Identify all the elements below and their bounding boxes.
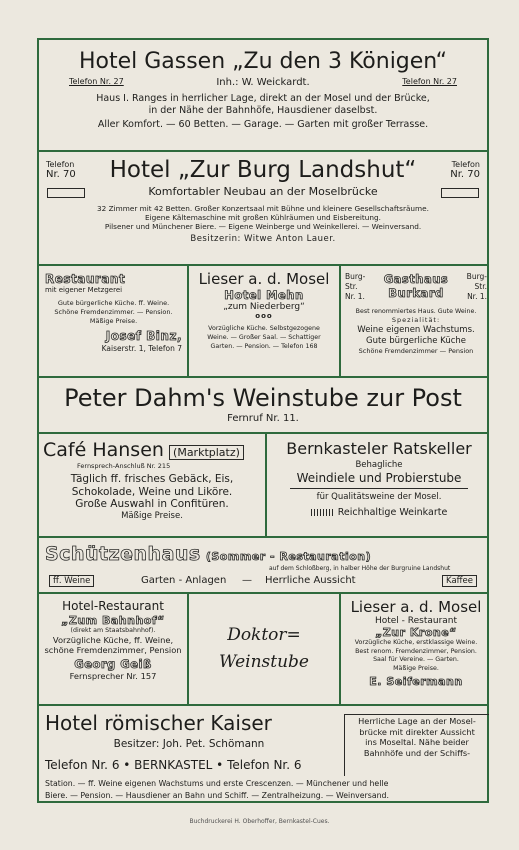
hansen-title: Café Hansen (43, 439, 164, 461)
ad-restaurant-binz (39, 266, 187, 376)
burg-line1: 32 Zimmer mit 42 Betten. Großer Konzertsaal mit Bühne und kleinere Gesellschaftsräume. (97, 204, 429, 213)
burg-tel-label-left: Telefon (46, 160, 75, 169)
geiss-phone: Fernsprecher Nr. 157 (69, 671, 157, 681)
burkard-right3: Nr. 1. (467, 292, 487, 301)
ad-hotel-gassen (39, 40, 487, 152)
ad-schuetzenhaus (39, 538, 487, 594)
burkard-right1: Burg- (466, 272, 487, 281)
kaiser-line1: Station. — ff. Weine eigenen Wachstums und erste Crescenzen. — Münchener und helle (45, 779, 389, 788)
burkard-left1: Burg- (345, 272, 366, 281)
mehn-sub: „zum Niederberg“ (223, 302, 305, 312)
burg-tel-nr-right: Nr. 70 (450, 169, 480, 180)
divider (290, 488, 468, 489)
row-hansen-ratskeller (39, 434, 487, 538)
printer-credit: Buchdruckerei H. Oberhoffer, Bernkastel-Cues. (189, 818, 330, 825)
advertisement-page (37, 38, 489, 803)
krone-line2: Best renom. Fremdenzimmer, Pension. (355, 647, 477, 655)
burg-subtitle: Komfortabler Neubau an der Moselbrücke (148, 185, 378, 198)
kaiser-title: Hotel römischer Kaiser (45, 711, 272, 735)
ad-hotel-mehn (189, 266, 339, 376)
binz-line2: Schöne Fremdenzimmer. — Pension. (54, 308, 173, 316)
binz-name: Josef Binz, (105, 329, 182, 343)
burg-title: Hotel „Zur Burg Landshut“ (109, 157, 417, 183)
schuetzen-location: auf dem Schloßberg, in halber Höhe der Burgruine Landshut (269, 565, 451, 572)
krone-line3: Saal für Vereine. — Garten. (373, 656, 459, 663)
krone-line4: Mäßige Preise. (393, 664, 439, 672)
ratskeller-line2: Reichhaltige Weinkarte (337, 507, 448, 518)
burkard-line4: Gute bürgerliche Küche (365, 336, 467, 346)
gassen-title: Hotel Gassen „Zu den 3 Königen“ (78, 49, 448, 74)
ad-peter-dahm (39, 378, 487, 434)
schuetzen-mid2: Herrliche Aussicht (265, 575, 356, 586)
binz-line1: Gute bürgerliche Küche. ff. Weine. (57, 299, 170, 307)
ratskeller-line1: für Qualitätsweine der Mosel. (316, 492, 442, 502)
burkard-line3: Weine eigenen Wachstums. (357, 325, 475, 335)
ratskeller-sub2: Weindiele und Probierstube (296, 471, 462, 485)
krone-sub: Hotel - Restaurant (374, 616, 458, 626)
ad-gasthaus-burkard (341, 266, 491, 376)
schuetzen-title: Schützenhaus (45, 543, 201, 565)
hansen-phone: Fernsprech-Anschluß Nr. 215 (77, 462, 171, 470)
ad-zur-krone (341, 594, 491, 704)
mehn-line3: Garten. — Pension. — Telefon 168 (210, 343, 318, 350)
gassen-tel-right: Telefon Nr. 27 (402, 77, 457, 86)
burg-line2: Eigene Kältemaschine mit großen Kühlräumen und Eisbereitung. (145, 213, 381, 222)
burkard-right2: Str. (474, 282, 487, 291)
schuetzen-mid1: Garten - Anlagen (141, 575, 227, 586)
gassen-line1: Haus I. Ranges in herrlicher Lage, direkt an der Mosel und der Brücke, (96, 93, 430, 104)
hansen-line1: Täglich ff. frisches Gebäck, Eis, (70, 473, 234, 485)
kaiser-side1: Herrliche Lage an der Mosel- (358, 716, 476, 726)
dahm-phone: Fernruf Nr. 11. (227, 413, 299, 424)
row-three-ads (39, 266, 487, 378)
binz-sub: mit eigener Metzgerei (45, 286, 123, 294)
binz-line3: Mäßige Preise. (89, 317, 138, 325)
burkard-line5: Schöne Fremdenzimmer — Pension (358, 347, 474, 355)
kaiser-side3: ins Moseltal. Nähe beider (365, 737, 469, 747)
krone-title: Lieser a. d. Mosel (350, 598, 482, 616)
geiss-sub: (direkt am Staatsbahnhof). (70, 627, 156, 634)
binz-address: Kaiserstr. 1, Telefon 7 (101, 344, 182, 353)
burkard-left3: Nr. 1. (345, 292, 365, 301)
geiss-owner: Georg Geiß (74, 657, 152, 671)
gassen-line2: in der Nähe der Bahnhöfe, Hausdiener daselbst. (148, 105, 378, 116)
mehn-name: Hotel Mehn (224, 288, 304, 302)
gassen-owner: Inh.: W. Weickardt. (216, 77, 310, 88)
ad-cafe-hansen (39, 434, 265, 536)
geiss-name: „Zum Bahnhof“ (61, 614, 165, 627)
geiss-title: Hotel-Restaurant (62, 599, 164, 613)
doktor-line2: Weinstube (219, 652, 309, 672)
burg-owner: Besitzerin: Witwe Anton Lauer. (190, 234, 336, 244)
decorative-bar-right (441, 188, 479, 198)
hansen-line3: Große Auswahl in Confitüren. (75, 498, 229, 510)
mehn-title: Lieser a. d. Mosel (198, 270, 330, 288)
krone-name: „Zur Krone“ (375, 626, 457, 639)
hansen-tag: (Marktplatz) (169, 445, 244, 460)
kaiser-side2: brücke mit direkter Aussicht (359, 726, 475, 737)
ad-bernkasteler-ratskeller (267, 434, 491, 536)
kaiser-sidebox (344, 714, 489, 776)
ad-zum-bahnhof (39, 594, 187, 704)
geiss-line2: schöne Fremdenzimmer, Pension (44, 645, 182, 655)
burkard-name1: Gasthaus (383, 272, 449, 286)
row-bahnhof-doktor-krone (39, 594, 487, 706)
gassen-line3: Aller Komfort. — 60 Betten. — Garage. — Garten mit großer Terrasse. (97, 119, 429, 130)
ratskeller-title: Bernkasteler Ratskeller (286, 439, 472, 458)
ratskeller-sub: Behagliche (355, 460, 403, 470)
doktor-line1: Doktor= (227, 625, 301, 645)
schuetzen-sub: (Sommer - Restauration) (205, 550, 372, 563)
burkard-name2: Burkard (388, 286, 444, 300)
kaiser-owner: Besitzer: Joh. Pet. Schömann (113, 738, 265, 750)
burg-line3: Pilsener und Münchener Biere. — Eigene Weinberge und Weinkellerei. — Weinversand. (104, 222, 422, 231)
krone-owner: E. Seifermann (369, 675, 463, 688)
burkard-line2: Spezialität: (391, 316, 441, 324)
kaiser-side4: Bahnhöfe und der Schiffs- (363, 747, 471, 758)
ad-doktor-weinstube (189, 594, 339, 704)
gassen-tel-left: Telefon Nr. 27 (69, 77, 124, 86)
burkard-left2: Str. (345, 282, 358, 291)
kaiser-line2: Biere. — Pension. — Hausdiener an Bahn und Schiff. — Zentralheizung. — Weinversand. (45, 791, 389, 800)
burkard-line1: Best renommiertes Haus. Gute Weine. (355, 308, 477, 315)
binz-title: Restaurant (45, 272, 126, 286)
kaiser-phone: Telefon Nr. 6 • BERNKASTEL • Telefon Nr. 6 (45, 758, 302, 772)
ad-hotel-roemischer-kaiser (39, 706, 487, 801)
krone-line1: Vorzügliche Küche, erstklassige Weine. (354, 639, 478, 646)
ad-hotel-burg-landshut (39, 152, 487, 266)
mehn-ornament: ooo (255, 312, 273, 320)
schuetzen-right: Kaffee (442, 575, 477, 587)
decorative-stripes (311, 509, 335, 516)
mehn-line2: Weine. — Großer Saal. — Schattiger (207, 334, 321, 341)
schuetzen-dash: — (242, 575, 252, 586)
dahm-title: Peter Dahm's Weinstube zur Post (64, 384, 462, 412)
mehn-line1: Vorzügliche Küche. Selbstgezogene (208, 325, 320, 332)
geiss-line1: Vorzügliche Küche, ff. Weine, (52, 635, 174, 645)
schuetzen-left: ff. Weine (49, 575, 94, 587)
burg-tel-nr-left: Nr. 70 (46, 169, 76, 180)
hansen-line4: Mäßige Preise. (121, 510, 183, 521)
burg-tel-label-right: Telefon (451, 160, 480, 169)
hansen-line2: Schokolade, Weine und Liköre. (71, 485, 233, 498)
